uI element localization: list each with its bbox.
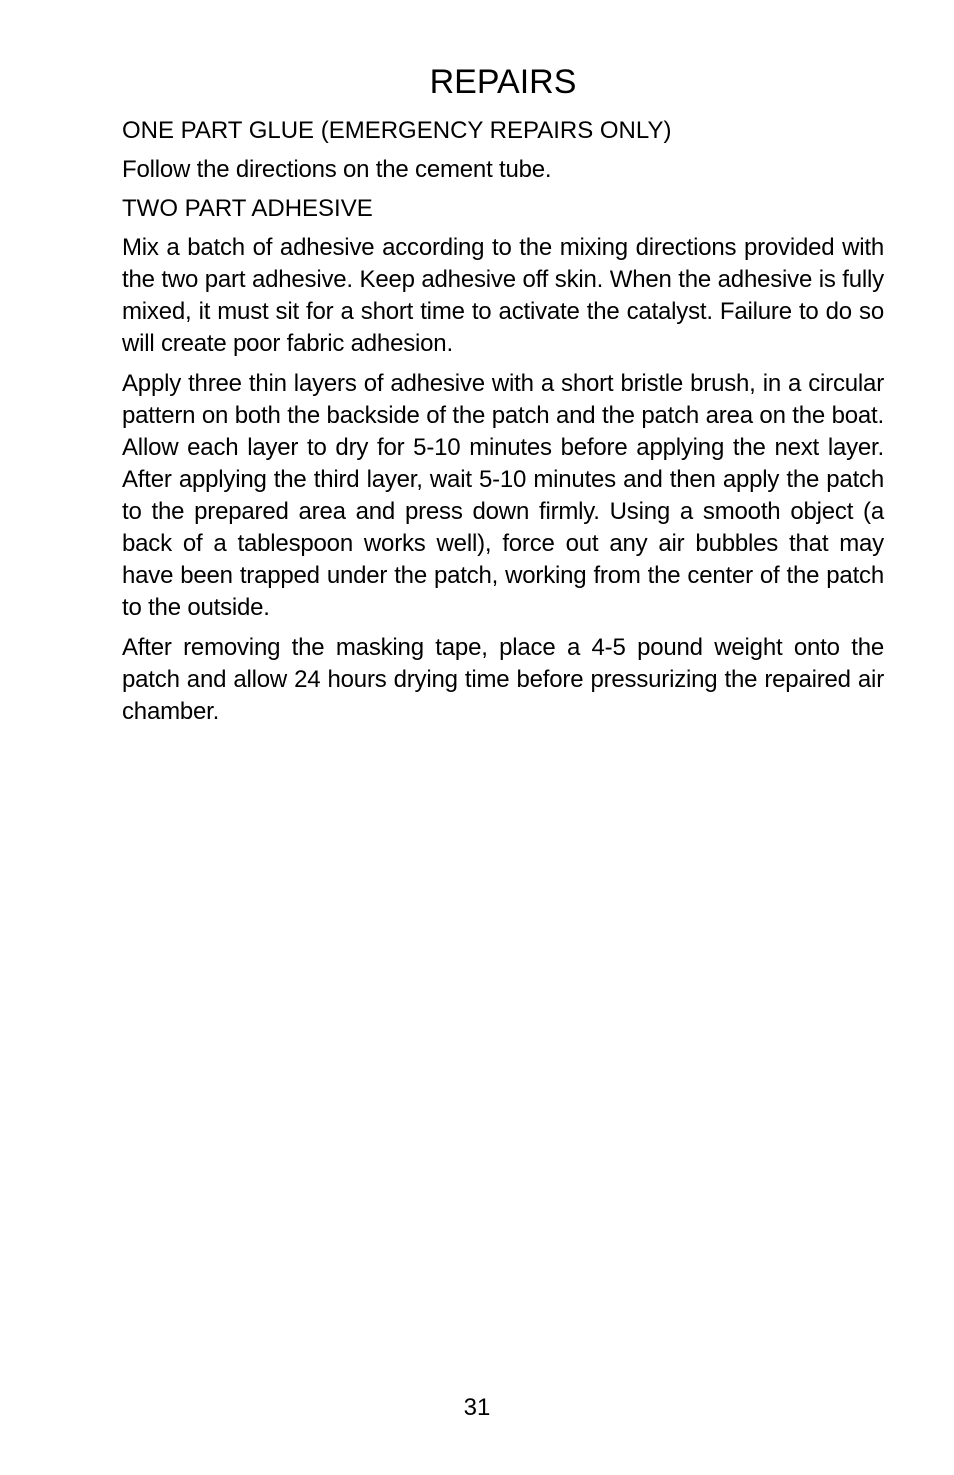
page-number: 31	[463, 1394, 491, 1421]
paragraph-drying-time: After removing the masking tape, place a 4-5 pound weight onto the patch and allow 24 hours drying time before pressurizing the repaired air chamber.	[122, 634, 884, 725]
paragraph-apply-layers: Apply three thin layers of adhesive with a short bristle brush, in a circular pattern on both the backside of the patch and the patch area on the boat. Allow each layer to dry for 5-10 minutes before applying the next layer. After applying the third layer, wait 5-10 minutes and then apply the patch to the prepared area and press down firmly. Using a smooth object (a back of a tablespoon works well), force out any air bubbles that may have been trapped under the patch, working from the center of the patch to the outside.	[122, 370, 884, 621]
section-heading-two-part-adhesive: TWO PART ADHESIVE	[122, 195, 373, 222]
page-title: REPAIRS	[429, 63, 577, 101]
section-heading-one-part-glue: ONE PART GLUE (EMERGENCY REPAIRS ONLY)	[122, 117, 672, 144]
paragraph-cement-tube: Follow the directions on the cement tube.	[122, 156, 552, 183]
page-content	[122, 62, 884, 736]
paragraph-mix-adhesive: Mix a batch of adhesive according to the mixing directions provided with the two part adhesive. Keep adhesive off skin. When the adhesive is fully mixed, it must sit for a short time to activate the catalyst. Failure to do so will create poor fabric adhesion.	[122, 234, 884, 357]
